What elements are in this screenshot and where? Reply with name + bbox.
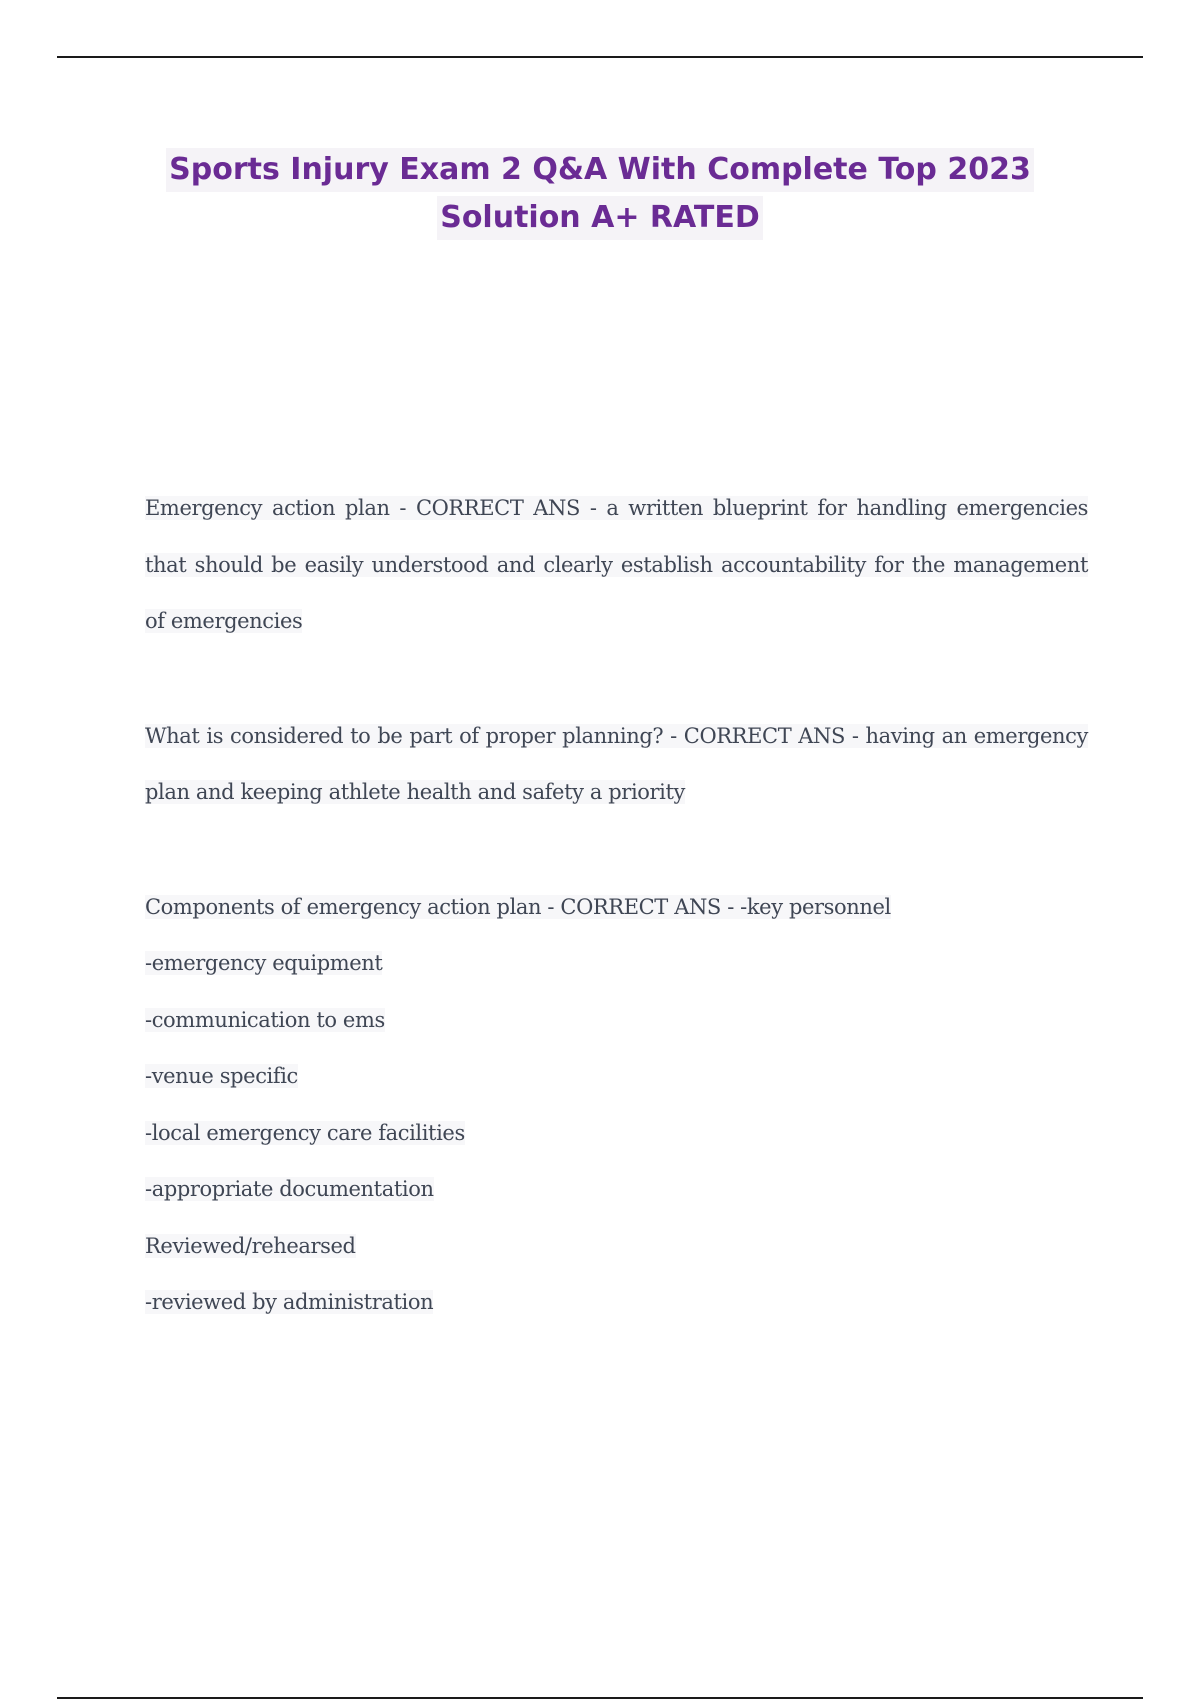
list-item: Components of emergency action plan - CORRECT ANS - -key personnel — [145, 894, 891, 919]
qa-entry-proper-planning — [145, 708, 1088, 821]
title-line-2: Solution A+ RATED — [437, 196, 763, 240]
title-line-1: Sports Injury Exam 2 Q&A With Complete Top 2023 — [166, 148, 1034, 192]
qa-entry-emergency-action-plan — [145, 480, 1088, 650]
list-item: -venue specific — [145, 1064, 298, 1088]
list-item: -appropriate documentation — [145, 1177, 434, 1201]
document-title — [60, 148, 1140, 240]
list-item: Reviewed/rehearsed — [145, 1233, 356, 1258]
list-item: -local emergency care facilities — [145, 1120, 465, 1145]
qa-entry-components — [145, 879, 1088, 1331]
list-item: -reviewed by administration — [145, 1290, 434, 1314]
list-item: -communication to ems — [145, 1007, 385, 1032]
footer-rule — [57, 1697, 1143, 1699]
list-item: -emergency equipment — [145, 951, 383, 975]
qa-entry-text: Emergency action plan - CORRECT ANS - a written blueprint for handling emergencies that should be easily understood and clearly establish accountability for the management of emergencies — [145, 496, 1088, 633]
document-body — [145, 480, 1088, 1331]
qa-entry-text: What is considered to be part of proper planning? - CORRECT ANS - having an emergency plan and keeping athlete health and safety a priority — [145, 723, 1088, 804]
header-rule — [57, 56, 1143, 58]
